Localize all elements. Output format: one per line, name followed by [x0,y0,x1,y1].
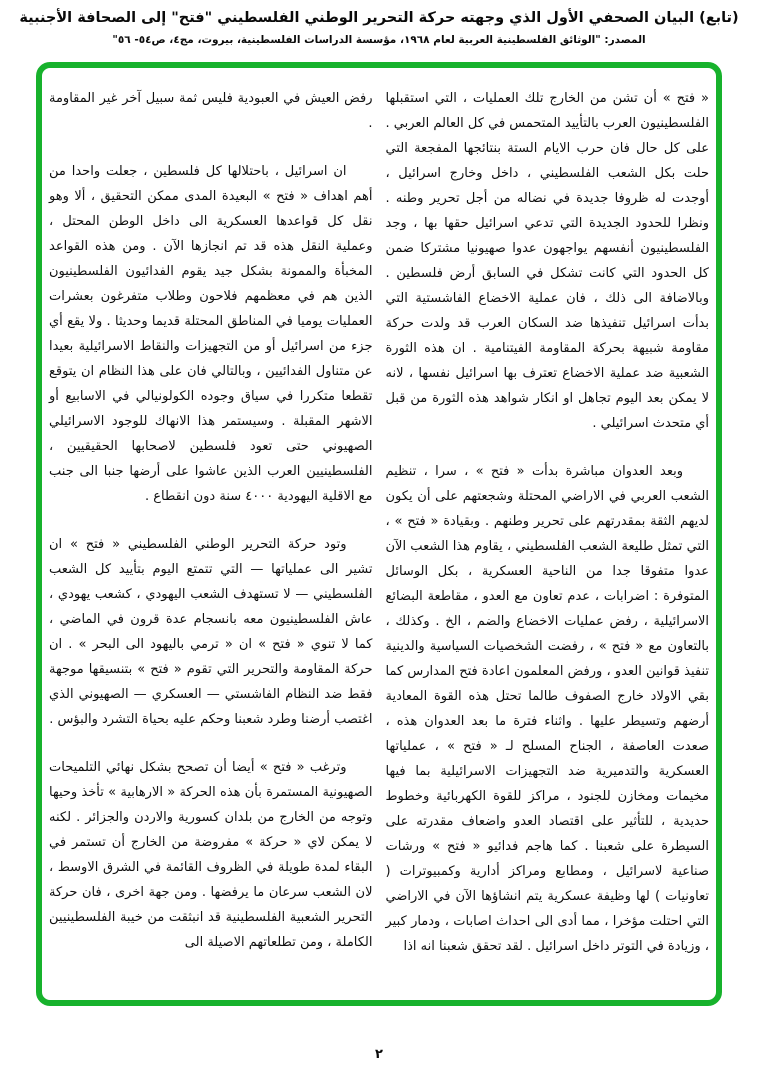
paragraph: وترغب « فتح » أيضا أن تصحح بشكل نهائي التلميحات الصهيونية المستمرة بأن هذه الحركة « الارهابية » تأخذ وحيها وتوجه من الخارج من بلدان كسورية والاردن والجزائر . لكنه لا يمكن لاي « حركة » مفروضة من الخارج أن تستمر في البقاء لمدة طويلة في الظروف القائمة في الشرق الاوسط ، لان الشعب سرعان ما يرفضها . ومن جهة اخرى ، فان حركة التحرير الشعبية الفلسطينية قد انبثقت من خيبة الفلسطينيين الكاملة ، ومن تطلعاتهم الاصيلة الى [49,760,373,950]
paragraph: « فتح » أن تشن من الخارج تلك العمليات ، التي استقبلها الفلسطينيون العرب بالتأييد المتحمس في كل العالم العربي . على كل حال فان حرب الايام الستة بنتائجها المفجعة التي حلت بكل الشعب الفلسطيني ، داخل وخارج اسرائيل ، أوجدت له ظروفا جديدة في نضاله من أجل تحرير وطنه . ونظرا للحدود الجديدة التي تدعي اسرائيل حقها بها ، وجد الفلسطينيون أنفسهم يواجهون عدوا صهيونيا مشتركا ضمن كل الحدود التي كانت تشكل في السابق أرض فلسطين . وبالاضافة الى ذلك ، فان عملية الاخضاع الفاشستية التي بدأت اسرائيل تنفيذها ضد السكان العرب قد ولدت حركة مقاومة شبيهة بحركة المقاومة الفيتنامية . ان هذه الثورة الشعبية ضد عملية الاخضاع تعترف بها اسرائيل نفسها ، لانه لا يمكن بعد اليوم تجاهل او انكار شواهد هذه الثورة من قبل أي متحدث اسرائيلي . [385,91,709,431]
green-border-frame [36,62,722,1006]
text-column-right [386,86,710,1000]
paragraph: ان اسرائيل ، باحتلالها كل فلسطين ، جعلت واحدا من أهم اهداف « فتح » البعيدة المدى ممكن التحقيق ، ألا وهو نقل كل قواعدها العسكرية الى داخل الوطن المحتل ، وعملية النقل هذه قد تم انجازها الآن . ومن هذه القواعد المخبأة والممونة بشكل جيد يقوم الفدائيون الفلسطينيون الذين هم في معظمهم فلاحون وطلاب متفرغون بعشرات العمليات يوميا في المناطق المحتلة قديما وحديثا . ولا يقع أي جزء من اسرائيل أو من التجهيزات والنقاط الاسرائيلية بعيدا عن متناول الفدائيين ، وبالتالي فان على هذا النظام ان يتوقع تقطعا متكررا في سياق وجوده الكولونيالي في الاسابيع أو الاشهر المقبلة . وسيستمر هذا الانهاك للوجود الاسرائيلي الصهيوني حتى تعود فلسطين لاصحابها الحقيقيين ، الفلسطينيين العرب الذين عاشوا على أرضها جنبا الى جنب مع الاقلية اليهودية ٤٠٠٠ سنة دون انقطاع . [49,164,373,504]
document-title: (تابع) البيان الصحفي الأول الذي وجهته حركة التحرير الوطني الفلسطيني "فتح" إلى الصحافة الأجنبية [19,10,739,26]
two-column-text-area [42,68,716,1000]
paragraph: وتود حركة التحرير الوطني الفلسطيني « فتح » ان تشير الى عملياتها — التي تتمتع اليوم بتأييد كل الشعب الفلسطيني — لا تستهدف الشعب اليهودي ، كشعب يهودي ، عاش الفلسطينيون معه بانسجام عدة قرون في الماضي ، كما لا تنوي « فتح » ان « ترمي باليهود الى البحر » . ان حركة المقاومة والتحرير التي تقوم « فتح » بتنسيقها موجهة فقط ضد النظام الفاشستي — العسكري — الصهيوني الذي اغتصب أرضنا وطرد شعبنا وحكم عليه بحياة التشرد والبؤس . [49,537,373,727]
paragraph: وبعد العدوان مباشرة بدأت « فتح » ، سرا ، تنظيم الشعب العربي في الاراضي المحتلة وشجعتهم على أن يكون لديهم الثقة بمقدرتهم على تحرير وطنهم . وبقيادة « فتح » ، التي تمثل طليعة الشعب الفلسطيني ، يقاوم هذا الشعب الآن عدوا متفوقا جدا من الناحية العسكرية ، بكل الوسائل المتوفرة : اضرابات ، عدم تعاون مع العدو ، مقاطعة البضائع الاسرائيلية ، رفض عمليات الاخضاع والضم ، الخ . وكذلك ، بالتعاون مع « فتح » ، رفضت الشخصيات السياسية والدينية تنفيذ قوانين العدو ، ورفض المعلمون اعادة فتح المدارس كما بقي الاولاد خارج الصفوف طالما تحتل هذه القوة المعادية أرضهم وتسيطر عليها . واثناء فترة ما بعد العدوان هذه ، صعدت العاصفة ، الجناح المسلح لـ « فتح » ، عملياتها العسكرية والتدميرية ضد التجهيزات الاسرائيلية بما فيها مخيمات ومخازن للجنود ، مراكز للقوة الكهربائية وخطوط حديدية ، للتأثير على اقتصاد العدو واضعاف مقدرته على السيطرة على شعبنا . كما هاجم فدائيو « فتح » ورشات صناعية لاسرائيل ، ومطابع ومراكز أدارية وكمبيوترات ( تعاونيات ) لها وظيفة عسكرية يتم انشاؤها الآن في الاراضي التي احتلت مؤخرا ، مما أدى الى احداث اصابات ، ودمار كبير ، وزيادة في التوتر داخل اسرائيل . لقد تحقق شعبنا انه اذا [385,464,709,954]
document-source-line: المصدر: "الوثائق الفلسطينية العربية لعام ١٩٦٨، مؤسسة الدراسات الفلسطينية، بيروت، مج٤، ص٥٤- ٥٦" [112,34,646,46]
text-column-left [49,86,373,1000]
paragraph: رفض العيش في العبودية فليس ثمة سبيل آخر غير المقاومة . [49,91,373,131]
page-number: ٢ [375,1047,383,1062]
document-header [0,0,758,46]
